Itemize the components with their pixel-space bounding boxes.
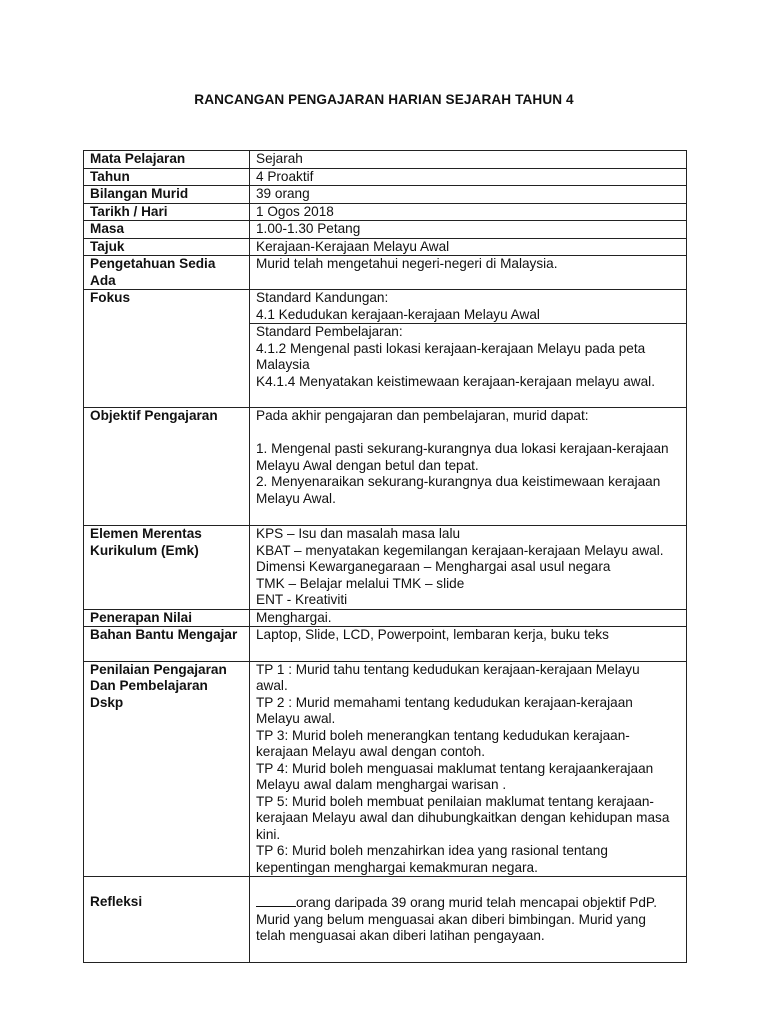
penilaian-line: TP 5: Murid boleh membuat penilaian maklumat tentang kerajaan- <box>256 793 654 809</box>
fill-in-blank <box>256 894 296 907</box>
table-row <box>84 203 687 221</box>
penilaian-line: kini. <box>256 826 281 842</box>
row-value: 1.00-1.30 Petang <box>250 221 687 239</box>
table-row <box>84 151 687 169</box>
refleksi-line: telah menguasai akan diberi latihan pengayaan. <box>256 928 545 943</box>
penilaian-line: Melayu awal. <box>256 711 336 726</box>
row-label: Penerapan Nilai <box>84 609 250 627</box>
table-row <box>84 526 687 610</box>
elemen-item: KPS – Isu dan masalah masa lalu <box>256 526 461 541</box>
table-row <box>84 609 687 627</box>
penilaian-line: TP 6: Murid boleh menzahirkan idea yang rasional tentang <box>256 843 608 858</box>
table-row <box>84 238 687 256</box>
penilaian-line: TP 3: Murid boleh menerangkan tentang kedudukan kerajaan- <box>256 727 630 743</box>
table-row <box>84 877 687 963</box>
row-label <box>84 526 250 610</box>
objektif-item: 1. Mengenal pasti sekurang-kurangnya dua lokasi kerajaan-kerajaan <box>256 441 669 456</box>
row-value: 39 orang <box>250 186 687 204</box>
row-value: Kerajaan-Kerajaan Melayu Awal <box>250 238 687 256</box>
row-value: Sejarah <box>250 151 687 169</box>
label-line: Elemen Merentas <box>90 526 202 541</box>
penilaian-cell <box>250 661 687 877</box>
sp-heading: Standard Pembelajaran: <box>256 324 403 339</box>
penilaian-line: TP 4: Murid boleh menguasai maklumat tentang kerajaankerajaan <box>256 760 654 776</box>
refleksi-cell <box>250 877 687 963</box>
row-value: Menghargai. <box>250 609 687 627</box>
standard-pembelajaran-cell <box>250 324 687 408</box>
row-label: Bahan Bantu Mengajar <box>84 627 250 662</box>
penilaian-line: kepentingan menghargai kemakmuran negara. <box>256 859 538 875</box>
elemen-item: KBAT – menyatakan kegemilangan kerajaan-kerajaan Melayu awal. <box>256 542 664 558</box>
row-label: Tarikh / Hari <box>84 203 250 221</box>
sp-item: K4.1.4 Menyatakan keistimewaan kerajaan-kerajaan melayu awal. <box>256 373 655 389</box>
objektif-item: 2. Menyenaraikan sekurang-kurangnya dua keistimewaan kerajaan <box>256 474 661 489</box>
elemen-item: Dimensi Kewarganegaraan – Menghargai asal usul negara <box>256 559 611 574</box>
sp-item: Malaysia <box>256 357 310 372</box>
table-row <box>84 256 687 290</box>
table-row <box>84 221 687 239</box>
row-label: Tahun <box>84 168 250 186</box>
penilaian-line: kerajaan Melayu awal dengan contoh. <box>256 744 485 759</box>
row-label: Tajuk <box>84 238 250 256</box>
table-row <box>84 627 687 662</box>
label-line: Pengetahuan Sedia <box>90 256 216 271</box>
refleksi-text: orang daripada 39 orang murid telah mencapai objektif PdP. <box>296 895 657 910</box>
objektif-intro: Pada akhir pengajaran dan pembelajaran, murid dapat: <box>256 408 589 423</box>
penilaian-line: awal. <box>256 678 288 693</box>
refleksi-line: Murid yang belum menguasai akan diberi bimbingan. Murid yang <box>256 911 646 927</box>
row-value: Murid telah mengetahui negeri-negeri di Malaysia. <box>250 256 687 290</box>
objektif-cell <box>250 408 687 526</box>
table-row <box>84 186 687 204</box>
row-value: 4 Proaktif <box>250 168 687 186</box>
row-label: Fokus <box>84 290 250 408</box>
sp-item: 4.1.2 Mengenal pasti lokasi kerajaan-kerajaan Melayu pada peta <box>256 340 646 356</box>
row-label: Masa <box>84 221 250 239</box>
label-line: Ada <box>90 272 116 288</box>
row-label: Refleksi <box>84 877 250 963</box>
table-row <box>84 661 687 877</box>
sk-heading: Standard Kandungan: <box>256 290 389 305</box>
row-label: Bilangan Murid <box>84 186 250 204</box>
label-line: Kurikulum (Emk) <box>90 542 199 558</box>
elemen-item: TMK – Belajar melalui TMK – slide <box>256 575 465 591</box>
row-label: Objektif Pengajaran <box>84 408 250 526</box>
row-label <box>84 661 250 877</box>
table-row <box>84 168 687 186</box>
penilaian-line: kerajaan Melayu awal dan dihubungkaitkan dengan kehidupan masa <box>256 810 670 825</box>
bahan-value: Laptop, Slide, LCD, Powerpoint, lembaran kerja, buku teks <box>256 627 609 642</box>
row-value: 1 Ogos 2018 <box>250 203 687 221</box>
penilaian-line: Melayu awal dalam menghargai warisan . <box>256 777 507 792</box>
objektif-item: Melayu Awal dengan betul dan tepat. <box>256 457 479 473</box>
row-label <box>84 256 250 290</box>
refleksi-line <box>256 894 680 912</box>
elemen-cell <box>250 526 687 610</box>
objektif-item: Melayu Awal. <box>256 490 336 506</box>
table-row <box>84 290 687 324</box>
page-title: RANCANGAN PENGAJARAN HARIAN SEJARAH TAHUN 4 <box>194 92 574 107</box>
elemen-item: ENT - Kreativiti <box>256 592 348 607</box>
lesson-plan-table <box>83 150 687 963</box>
label-line: Dskp <box>90 694 124 710</box>
penilaian-line: TP 2 : Murid memahami tentang kedudukan kerajaan-kerajaan <box>256 694 633 710</box>
row-value <box>250 627 687 662</box>
label-line: Penilaian Pengajaran <box>90 661 227 677</box>
label-line: Dan Pembelajaran <box>90 678 208 693</box>
penilaian-line: TP 1 : Murid tahu tentang kedudukan kerajaan-kerajaan Melayu <box>256 661 640 677</box>
row-label: Mata Pelajaran <box>84 151 250 169</box>
standard-kandungan-cell <box>250 290 687 324</box>
table-row <box>84 408 687 526</box>
sk-item: 4.1 Kedudukan kerajaan-kerajaan Melayu Awal <box>256 306 540 322</box>
